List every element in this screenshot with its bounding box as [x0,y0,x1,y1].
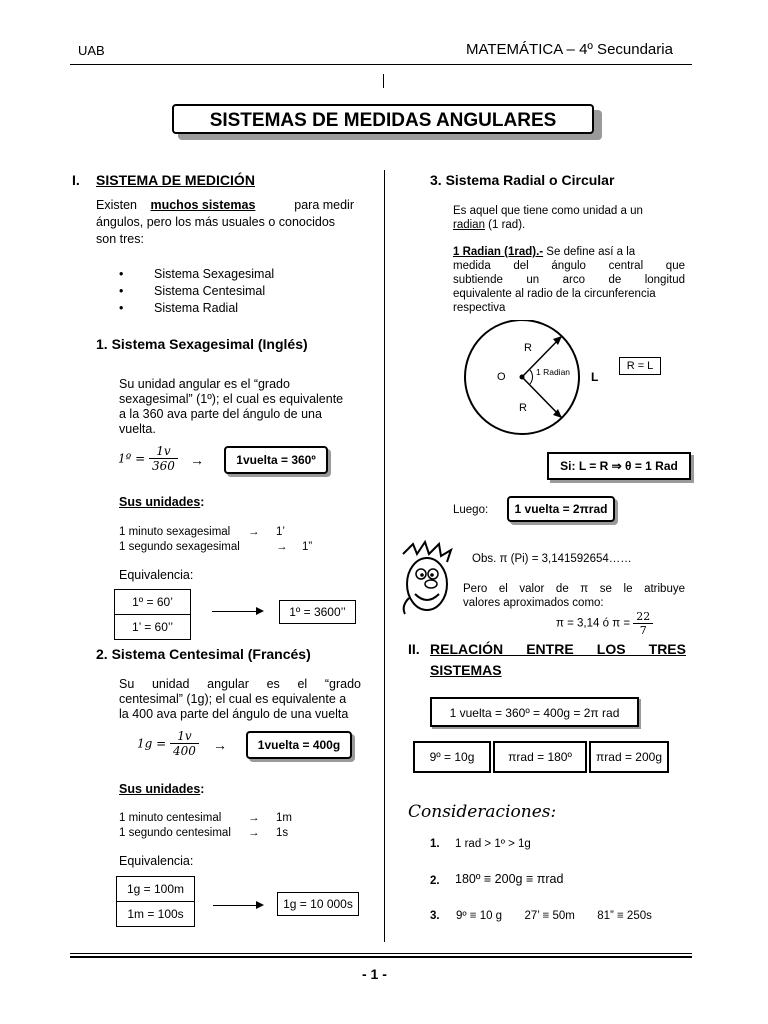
intro-bold: muchos sistemas [150,198,256,212]
si-box: Si: L = R ⇒ θ = 1 Rad [547,452,691,480]
intro-line1 [96,197,354,213]
pi-frac-num: 22 [633,610,653,624]
bullet-item-2: • Sistema Centesimal [154,283,265,299]
luego-label: Luego: [453,504,489,516]
sexa-units-title [119,494,204,510]
radian-def-line1 [453,245,635,259]
radial-desc-1: Es aquel que tiene como unidad a un [453,205,643,217]
sexagesimal-heading: 1. Sistema Sexagesimal (Inglés) [96,336,308,352]
header-left: UAB [78,43,105,58]
cent-unit-2-arrow: → [248,827,260,839]
sexa-equiv-arrow-line [212,611,258,612]
radial-desc-2 [453,218,525,232]
cent-unit-2-value: 1s [276,827,289,839]
sexa-arrow: → [190,452,204,468]
cent-equiv-arrow-head [256,901,264,909]
center-point [520,375,525,380]
cartoon-face-icon [395,540,459,620]
cent-units-title [119,781,204,797]
section2-number: II. [408,641,420,657]
sexa-unit-1-value: 1’ [276,526,285,538]
cent-desc-3: la 400 ava parte del ángulo de una vuelta [119,707,349,721]
consid-3-text: 9º ≡ 10 g 27’ ≡ 50m 81” ≡ 250s [456,910,652,922]
relation-cell-2: πrad = 180º [493,741,587,773]
center-label: O [497,371,506,383]
sexa-units-label: Sus unidades [119,495,201,509]
radian-def-line2: medida del ángulo central que [453,260,685,272]
sexa-desc-3: a la 360 ava parte del ángulo de una [119,407,322,421]
arc-label: L [591,370,599,384]
sexa-frac-num: 1v [149,444,178,459]
sexa-frac-den: 360 [151,459,175,473]
radian-def-line4: equivalente al radio de la circunferencia [453,288,656,300]
centesimal-heading: 2. Sistema Centesimal (Francés) [96,646,311,662]
sexa-formula-lhs: 1º = [118,451,146,466]
cent-vuelta-box: 1vuelta = 400g [246,731,352,759]
cent-frac-den: 400 [173,744,196,758]
header-tick [383,74,384,88]
cent-equiv-2: 1m = 100s [116,901,195,927]
consid-2-text: 180º ≡ 200g ≡ πrad [455,872,564,886]
nose [425,580,437,588]
cent-frac-num: 1v [170,729,199,744]
bullet-item-1: • Sistema Sexagesimal [154,266,274,282]
cent-desc-2: centesimal” (1g); el cual es equivalente a [119,692,347,706]
cent-equiv-result: 1g = 10 000s [277,892,359,916]
radial-heading: 3. Sistema Radial o Circular [430,172,615,188]
radian-circle-diagram [450,320,670,440]
radial-term: radian [453,219,485,231]
sexa-equiv-2: 1’ = 60’’ [114,614,191,640]
sexa-desc-1: Su unidad angular es el “grado [119,377,290,391]
cent-desc-1: Su unidad angular es el “grado [119,677,361,691]
cent-unit-2: 1 segundo centesimal [119,827,231,839]
consideraciones-title: Consideraciones: [408,802,557,822]
angle-label: 1 Radian [536,367,571,377]
angle-arc [530,370,533,384]
consid-1-text: 1 rad > 1º > 1g [455,838,531,850]
intro-line2: ángulos, pero los más usuales o conocidos [96,215,336,229]
cent-units-colon: : [200,782,205,796]
cent-formula-lhs: 1g = [137,736,167,751]
intro-a: Existen [96,198,137,212]
bullet-item-3: • Sistema Radial [154,300,238,316]
cent-formula [137,729,199,758]
section2-title-line2: SISTEMAS [430,662,502,678]
consid-1-number: 1. [430,838,440,850]
pi-approx [556,610,653,637]
cent-arrow: → [213,737,227,753]
section2-title-line1: RELACIÓN ENTRE LOS TRES [430,641,686,657]
cent-fraction [170,729,199,758]
page-title: SISTEMAS DE MEDIDAS ANGULARES [172,104,594,134]
section1-title: SISTEMA DE MEDICIÓN [96,172,255,188]
pi-approx-text: π = 3,14 ó π = [556,617,631,630]
page-number: - 1 - [362,966,387,982]
cent-unit-1-value: 1m [276,812,292,824]
sexa-units-colon: : [200,495,205,509]
cent-equiv-label: Equivalencia: [119,854,194,868]
pero-line1: Pero el valor de π se le atribuye [463,583,685,595]
cent-equiv-arrow-line [213,905,258,906]
sexa-unit-1: 1 minuto sexagesimal [119,526,231,538]
sexa-formula [118,444,178,473]
cent-equiv-1: 1g = 100m [116,876,195,902]
sexa-equiv-arrow-head [256,607,264,615]
radian-def-line3: subtiende un arco de longitud [453,274,685,286]
intro-line3: son tres: [96,232,144,246]
pi-frac-den: 7 [639,624,647,637]
relation-box: 1 vuelta = 360º = 400g = 2π rad [430,697,639,727]
sexa-unit-2-arrow: → [276,541,288,553]
sexa-desc-4: vuelta. [119,422,156,436]
luego-box: 1 vuelta = 2πrad [507,496,615,522]
relation-cell-1: 9º = 10g [413,741,491,773]
section1-number: I. [72,172,80,188]
footer-line-thin [70,953,692,954]
hand [404,598,409,614]
radian-def-rest: Se define así a la [543,246,636,258]
sexa-fraction [149,444,178,473]
radius-label-top: R [524,342,532,354]
column-divider [384,170,385,942]
r-equals-l-box: R = L [619,357,661,375]
cent-units-label: Sus unidades [119,782,201,796]
header-divider [70,64,692,65]
sexa-vuelta-box: 1vuelta = 360º [224,446,328,474]
relation-row [413,741,669,773]
pi-fraction [633,610,653,637]
radial-desc-2b: (1 rad). [484,219,526,231]
intro-c: para medir [294,198,354,212]
pupil-right [430,573,434,577]
footer-line-thick [70,956,692,958]
sexa-equiv-1: 1º = 60’ [114,589,191,615]
consid-2-number: 2. [430,875,440,887]
pupil-left [420,573,424,577]
sexa-equiv-label: Equivalencia: [119,568,194,582]
radian-def-term: 1 Radian (1rad).- [453,246,544,258]
cent-unit-1: 1 minuto centesimal [119,812,222,824]
sexa-desc-2: sexagesimal” (1º); el cual es equivalente [119,392,344,406]
sexa-unit-2: 1 segundo sexagesimal [119,541,240,553]
radius-label-bottom: R [519,402,527,414]
header-right: MATEMÁTICA – 4º Secundaria [466,41,673,58]
sexa-equiv-result: 1º = 3600’’ [279,600,356,624]
sexa-unit-1-arrow: → [248,526,260,538]
pero-line2: valores aproximados como: [463,597,604,609]
cent-unit-1-arrow: → [248,812,260,824]
obs-line: Obs. π (Pi) = 3,141592654…… [472,553,632,565]
radian-def-line5: respectiva [453,302,506,314]
relation-cell-3: πrad = 200g [589,741,669,773]
sexa-unit-2-value: 1” [302,541,313,553]
consid-3-number: 3. [430,910,440,922]
